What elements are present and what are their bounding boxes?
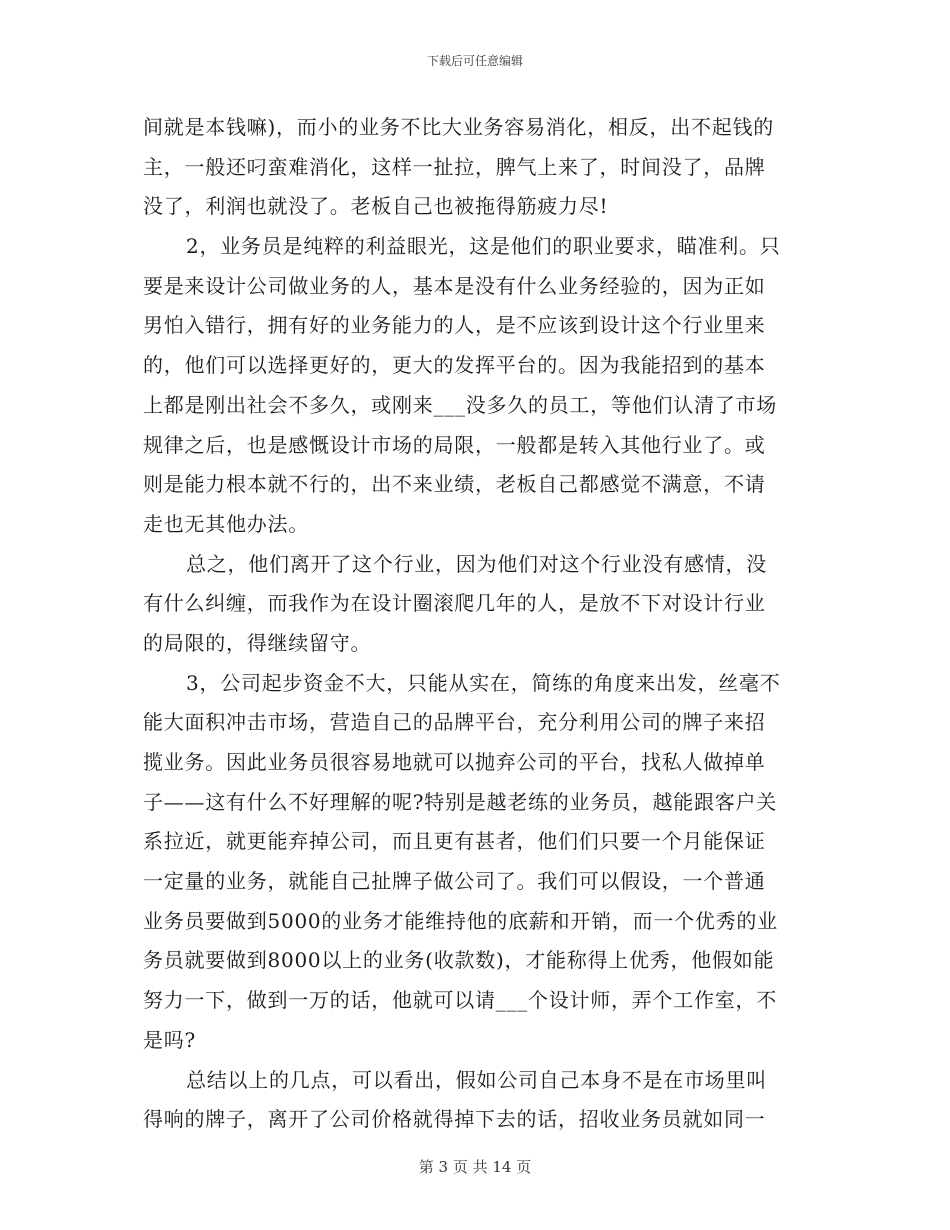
text-line: 主，一般还叼蛮难消化，这样一扯拉，脾气上来了，时间没了，品牌 bbox=[143, 154, 766, 179]
text-line: 规律之后，也是感慨设计市场的局限，一般都是转入其他行业了。或 bbox=[143, 432, 766, 457]
text-line: 男怕入错行，拥有好的业务能力的人，是不应该到设计这个行业里来 bbox=[143, 313, 766, 338]
text-line: 子——这有什么不好理解的呢?特别是越老练的业务员，越能跟客户关 bbox=[143, 789, 777, 814]
text-line: 得响的牌子，离开了公司价格就得掉下去的话，招收业务员就如同一 bbox=[143, 1107, 766, 1132]
text-line: 走也无其他办法。 bbox=[143, 511, 309, 536]
text-line: 3，公司起步资金不大，只能从实在，简练的角度来出发，丝毫不 bbox=[186, 670, 781, 695]
text-line: 能大面积冲击市场，营造自己的品牌平台，充分利用公司的牌子来招 bbox=[143, 710, 766, 735]
text-line: 间就是本钱嘛)，而小的业务不比大业务容易消化，相反，出不起钱的 bbox=[143, 115, 775, 139]
text-line: 的局限的，得继续留守。 bbox=[143, 630, 372, 655]
text-line: 业务员要做到5000的业务才能维持他的底薪和开销，而一个优秀的业 bbox=[143, 908, 778, 933]
text-line: 总结以上的几点，可以看出，假如公司自己本身不是在市场里叫 bbox=[186, 1067, 767, 1092]
text-line: 揽业务。因此业务员很容易地就可以抛弃公司的平台，找私人做掉单 bbox=[143, 750, 766, 774]
text-line: 上都是刚出社会不多久，或刚来___没多久的员工，等他们认清了市场 bbox=[143, 392, 777, 417]
text-line: 系拉近，就更能弃掉公司，而且更有甚者，他们们只要一个月能保证 bbox=[143, 829, 766, 854]
text-line: 2，业务员是纯粹的利益眼光，这是他们的职业要求，瞄准利。只 bbox=[186, 234, 781, 259]
text-line: 总之，他们离开了这个行业，因为他们对这个行业没有感情，没 bbox=[186, 551, 767, 576]
text-line: 努力一下，做到一万的话，他就可以请___个设计师，弄个工作室，不 bbox=[143, 988, 777, 1013]
text-line: 一定量的业务，就能自己扯牌子做公司了。我们可以假设，一个普通 bbox=[143, 869, 766, 894]
page-header: 下载后可任意编辑 bbox=[426, 54, 523, 68]
page-footer: 第 3 页 共 14 页 bbox=[418, 1158, 532, 1176]
text-line: 没了，利润也就没了。老板自己也被拖得筋疲力尽! bbox=[143, 194, 609, 219]
text-line: 有什么纠缠，而我作为在设计圈滚爬几年的人，是放不下对设计行业 bbox=[143, 591, 766, 616]
text-line: 是吗? bbox=[143, 1027, 196, 1052]
text-line: 的，他们可以选择更好的，更大的发挥平台的。因为我能招到的基本 bbox=[143, 353, 766, 378]
text-line: 务员就要做到8000以上的业务(收款数)，才能称得上优秀，他假如能 bbox=[143, 948, 775, 973]
document-body bbox=[143, 108, 807, 1140]
text-line: 则是能力根本就不行的，出不来业绩，老板自己都感觉不满意，不请 bbox=[143, 472, 766, 497]
text-line: 要是来设计公司做业务的人，基本是没有什么业务经验的，因为正如 bbox=[143, 273, 766, 298]
